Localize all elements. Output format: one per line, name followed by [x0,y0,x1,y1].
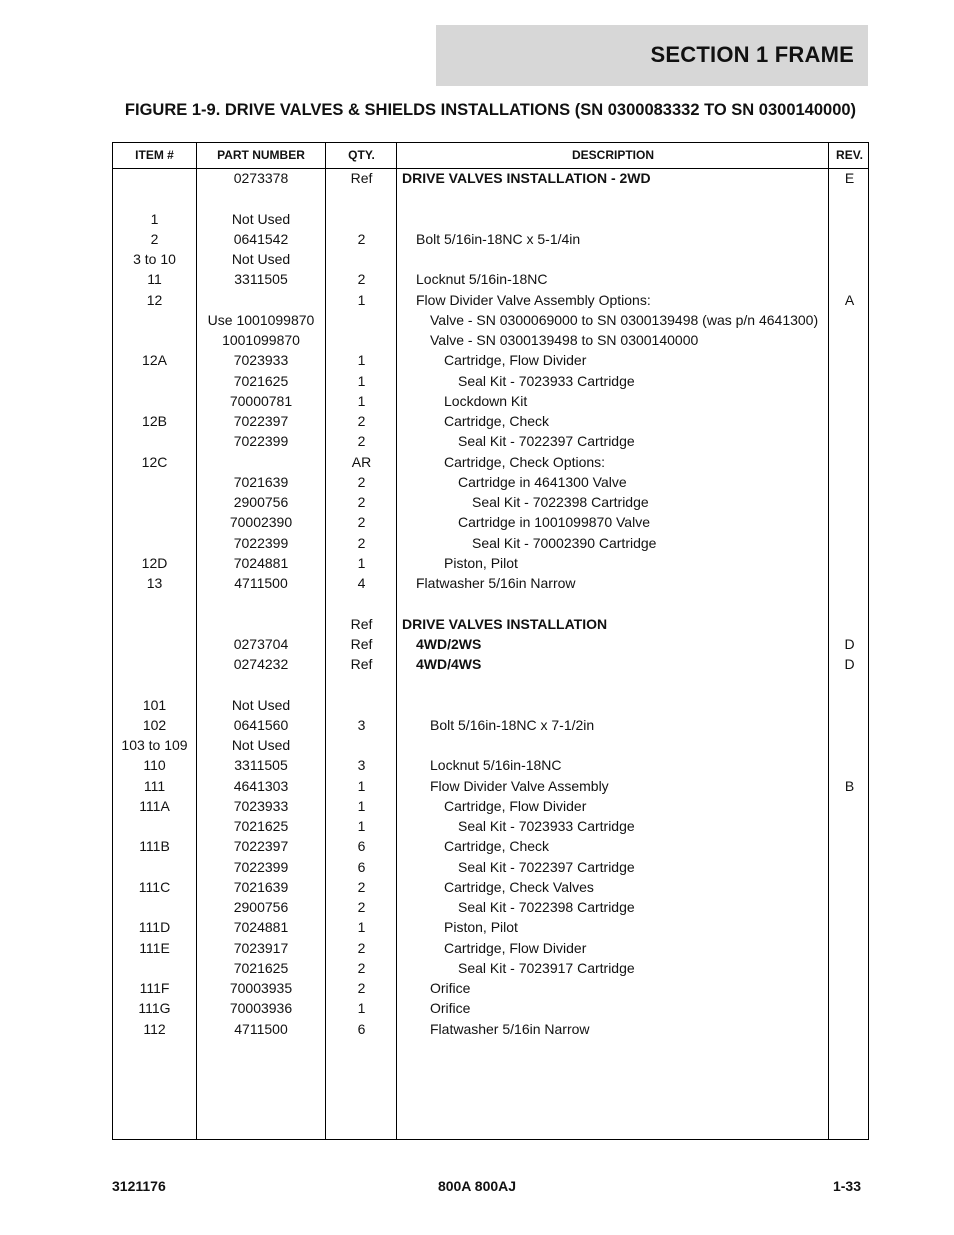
item-cell: 12 [146,291,163,308]
description-cell: Cartridge, Check Options: [444,453,606,470]
rev-cell [829,816,870,836]
part-number-cell: 3311505 [234,271,288,288]
part-number-cell: 7023933 [233,797,289,814]
description-cell: Flow Divider Valve Assembly [430,777,609,794]
description-cell [397,735,834,755]
part-number-cell: Not Used [231,696,291,713]
description-cell: Cartridge, Flow Divider [444,352,587,369]
rev-cell [829,857,870,877]
qty-cell: 1 [357,352,366,369]
item-cell [113,533,196,553]
item-cell [113,371,196,391]
part-number-cell: 70003936 [229,1000,293,1017]
header-rev: REV. [836,148,863,162]
part-number-cell: 70002390 [229,514,293,531]
qty-cell: Ref [350,656,373,672]
item-cell: 111D [138,919,171,936]
table-row [113,553,868,573]
qty-cell [326,695,397,715]
header-description: DESCRIPTION [571,148,654,162]
qty-cell: 2 [357,433,366,450]
table-row [113,168,868,188]
qty-cell: 2 [357,230,366,247]
description-cell: Lockdown Kit [444,392,528,409]
item-cell: 111A [139,797,170,814]
qty-cell: 3 [357,716,366,733]
qty-cell: 1 [357,392,366,409]
part-number-cell: 4641303 [233,777,289,794]
item-cell [113,512,196,532]
qty-cell: 1 [357,919,366,936]
table-row [113,634,868,654]
qty-cell: 1 [357,818,366,834]
description-cell: Locknut 5/16in-18NC [430,757,562,774]
description-cell [397,695,834,715]
description-cell: Cartridge, Check [444,838,550,855]
header-part-number: PART NUMBER [217,148,305,162]
rev-cell: D [844,635,855,652]
part-number-cell: 7022399 [233,534,289,551]
table-row [113,695,868,715]
rev-cell [829,695,870,715]
rev-cell [829,836,870,856]
rev-cell [829,330,870,350]
part-number-cell: 7022397 [233,413,289,429]
description-cell: Cartridge in 4641300 Valve [458,473,627,490]
rev-cell [829,533,870,553]
footer-page-number: 1-33 [832,1178,861,1194]
rev-cell [829,472,870,492]
rev-cell [829,310,870,330]
part-number-cell: 7021625 [233,818,289,834]
rev-cell [829,958,870,978]
part-number-cell: 0273704 [233,635,289,652]
table-row [113,391,868,411]
section-title: SECTION 1 FRAME [650,42,854,67]
footer-model: 800A 800AJ [437,1178,517,1194]
part-number-cell: Use 1001099870 [207,311,315,328]
rev-cell [829,897,870,917]
item-cell: 111B [139,838,170,855]
part-number-cell [196,452,326,472]
description-cell: Seal Kit - 7023933 Cartridge [458,372,635,389]
part-number-cell: 70003935 [229,980,293,996]
table-row [113,512,868,532]
qty-cell: 2 [357,980,366,996]
figure-title: FIGURE 1-9. DRIVE VALVES & SHIELDS INSTALLATIONS (SN 0300083332 TO SN 0300140000) [124,101,857,119]
item-cell: 111F [139,980,170,996]
table-row [113,897,868,917]
table-row [113,533,868,553]
rev-cell [829,492,870,512]
part-number-cell: 7024881 [233,919,289,936]
table-row [113,330,868,350]
description-cell: Seal Kit - 7023917 Cartridge [458,959,635,976]
qty-cell: 2 [357,514,366,531]
table-row [113,958,868,978]
description-cell: Piston, Pilot [444,919,518,936]
rev-cell: B [844,777,855,794]
description-cell: Bolt 5/16in-18NC x 5-1/4in [416,230,581,247]
parts-table [112,142,869,1140]
rev-cell [829,998,870,1018]
description-cell: Cartridge, Flow Divider [444,939,587,956]
header-qty: QTY. [348,148,375,162]
qty-cell: 2 [357,878,366,895]
description-cell: 4WD/2WS [416,635,482,652]
description-cell: Seal Kit - 7022397 Cartridge [458,433,635,450]
table-row [113,310,868,330]
rev-cell [829,350,870,370]
part-number-cell: 0274232 [233,656,289,672]
item-cell [113,310,196,330]
part-number-cell: 7022399 [233,858,289,875]
qty-cell: AR [351,453,372,470]
rev-cell [829,209,870,229]
item-cell: 110 [143,757,166,774]
description-cell: Seal Kit - 7022398 Cartridge [458,899,635,915]
rev-cell [829,755,870,775]
table-row [113,715,868,735]
qty-cell: 1 [357,777,366,794]
rev-cell [829,877,870,897]
qty-cell: Ref [350,170,373,186]
table-row [113,796,868,816]
rev-cell [829,917,870,937]
description-cell: Orifice [430,1000,471,1017]
table-row [113,452,868,472]
item-cell [113,431,196,451]
item-cell: 111E [139,939,170,956]
item-cell: 3 to 10 [133,251,176,267]
rev-cell [829,269,870,289]
qty-cell: 1 [357,372,366,389]
part-number-cell: Not Used [231,210,291,227]
section-header-band [436,25,868,86]
item-cell: 13 [146,575,163,591]
rev-cell [829,229,870,249]
part-number-cell: 7021625 [233,959,289,976]
table-row [113,877,868,897]
description-cell: Valve - SN 0300139498 to SN 0300140000 [430,332,699,348]
qty-cell [326,735,397,755]
description-cell: DRIVE VALVES INSTALLATION [402,615,608,632]
table-row [113,573,868,593]
part-number-cell: 7021639 [233,878,289,895]
part-number-cell: 0641542 [233,230,289,247]
part-number-cell [196,614,326,634]
description-cell: Locknut 5/16in-18NC [416,271,548,288]
item-cell [113,857,196,877]
qty-cell: 2 [357,494,366,510]
description-cell: Seal Kit - 7023933 Cartridge [458,818,635,834]
description-cell: DRIVE VALVES INSTALLATION - 2WD [402,170,651,186]
rev-cell [829,512,870,532]
rev-cell [829,614,870,634]
item-cell: 112 [143,1020,166,1037]
rev-cell [829,553,870,573]
item-cell: 111C [138,878,171,895]
part-number-cell: 4711500 [234,1020,288,1037]
table-row [113,614,868,634]
description-cell [397,209,834,229]
qty-cell [326,310,397,330]
table-row [113,857,868,877]
description-cell: Seal Kit - 7022398 Cartridge [472,494,649,510]
description-cell: Valve - SN 0300069000 to SN 0300139498 (was p/n 4641300) [430,311,819,328]
item-cell: 12C [141,453,168,470]
item-cell [113,958,196,978]
rev-cell [829,411,870,431]
description-cell: Seal Kit - 7022397 Cartridge [458,858,635,875]
table-row [113,816,868,836]
part-number-cell: 2900756 [233,899,289,915]
table-row [113,290,868,310]
item-cell: 101 [142,696,167,713]
qty-cell: 2 [357,413,366,429]
rev-cell [829,715,870,735]
part-number-cell: 0273378 [233,170,289,186]
description-cell: Cartridge, Check Valves [444,878,594,895]
rev-cell: D [844,656,855,672]
qty-cell: 6 [357,838,366,855]
table-row [113,209,868,229]
rev-cell [829,452,870,472]
qty-cell: 6 [357,1020,366,1037]
table-row [113,411,868,431]
table-row [113,229,868,249]
description-cell: Orifice [430,980,471,996]
part-number-cell: 3311505 [234,757,288,774]
part-number-cell [196,290,326,310]
qty-cell: 1 [357,554,366,571]
table-row [113,755,868,775]
table-row [113,654,868,674]
rev-cell [829,978,870,998]
qty-cell: 2 [357,473,366,490]
item-cell [113,168,196,188]
qty-cell: Ref [350,635,373,652]
table-header [113,143,868,169]
item-cell [113,492,196,512]
part-number-cell: 7021625 [233,372,289,389]
description-cell: Flatwasher 5/16in Narrow [416,575,576,591]
description-cell: Cartridge, Check [444,413,550,429]
item-cell: 102 [142,716,167,733]
rev-cell [829,391,870,411]
item-cell [113,634,196,654]
part-number-cell: 0641560 [233,716,289,733]
table-row [113,269,868,289]
description-cell: Cartridge in 1001099870 Valve [458,514,650,531]
item-cell: 103 to 109 [121,737,188,753]
item-cell: 111 [143,777,166,794]
item-cell [113,654,196,674]
item-cell [113,330,196,350]
description-cell: 4WD/4WS [416,656,482,672]
table-row [113,350,868,370]
description-cell: Flatwasher 5/16in Narrow [430,1020,590,1037]
qty-cell [326,249,397,269]
table-row [113,938,868,958]
qty-cell: Ref [350,615,373,632]
footer-doc-number: 3121176 [112,1178,166,1194]
qty-cell: 2 [357,939,366,956]
item-cell: 11 [147,271,162,288]
qty-cell: 2 [357,271,366,288]
item-cell: 12B [142,413,167,429]
table-row [113,978,868,998]
part-number-cell: 4711500 [234,575,288,591]
part-number-cell: Not Used [231,737,291,753]
table-row [113,472,868,492]
part-number-cell: 7024881 [233,554,289,571]
qty-cell [326,330,397,350]
rev-cell [829,371,870,391]
table-row [113,836,868,856]
part-number-cell: 1001099870 [222,332,300,348]
qty-cell: 4 [357,575,366,591]
table-row [113,249,868,269]
qty-cell [326,209,397,229]
part-number-cell: 70000781 [229,392,293,409]
qty-cell: 3 [357,757,366,774]
item-cell [113,472,196,492]
qty-cell: 1 [357,1000,366,1017]
table-row [113,371,868,391]
rev-cell [829,735,870,755]
table-row [113,917,868,937]
rev-cell [829,938,870,958]
part-number-cell: 7021639 [233,473,289,490]
table-row [113,998,868,1018]
qty-cell: 6 [357,858,366,875]
qty-cell: 2 [357,899,366,915]
rev-cell [829,249,870,269]
item-cell: 111G [138,1000,171,1017]
item-cell: 1 [150,210,159,227]
description-cell: Seal Kit - 70002390 Cartridge [472,534,657,551]
qty-cell: 2 [357,534,366,551]
qty-cell: 2 [357,959,366,976]
part-number-cell: 2900756 [233,494,289,510]
part-number-cell: 7022397 [233,838,289,855]
description-cell: Flow Divider Valve Assembly Options: [416,291,651,308]
item-cell [113,897,196,917]
rev-cell [829,573,870,593]
part-number-cell: 7023917 [233,939,289,956]
item-cell [113,391,196,411]
description-cell [397,249,834,269]
table-row [113,431,868,451]
part-number-cell: 7022399 [233,433,289,450]
table-row [113,776,868,796]
qty-cell: 1 [357,291,366,308]
item-cell [113,816,196,836]
rev-cell [829,796,870,816]
item-cell [113,614,196,634]
table-row [113,735,868,755]
table-row [113,492,868,512]
table-row [113,1019,868,1039]
description-cell: Piston, Pilot [444,554,518,571]
part-number-cell: Not Used [231,251,291,267]
part-number-cell: 7023933 [233,352,289,369]
qty-cell: 1 [357,797,366,814]
rev-cell [829,431,870,451]
item-cell: 2 [150,230,159,247]
description-cell: Bolt 5/16in-18NC x 7-1/2in [430,716,595,733]
item-cell: 12A [142,352,167,369]
rev-cell [829,1019,870,1039]
header-item: ITEM # [135,148,174,162]
rev-cell: E [844,170,855,186]
description-cell: Cartridge, Flow Divider [444,797,587,814]
item-cell: 12D [141,554,168,571]
rev-cell: A [844,291,855,308]
